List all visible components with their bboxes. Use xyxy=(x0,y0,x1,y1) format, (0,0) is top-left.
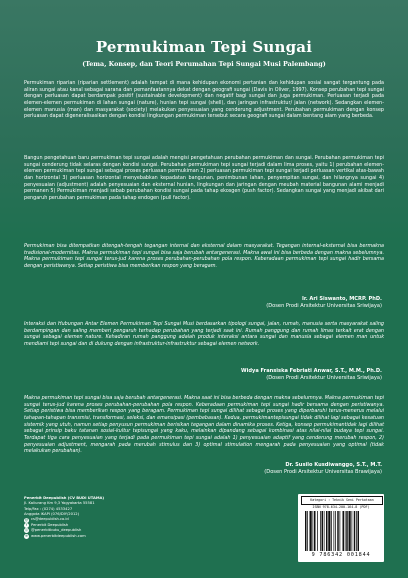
barcode-digits: 9 786342 001844 xyxy=(311,552,371,558)
reviewer-1 xyxy=(266,296,382,310)
review-text-3: Makna permukiman tepi sungai bisa saja berubah antargenerasi. Makna saat ini bisa berbeda dengan makna sebelumnya. Makna permukiman tepi sungai terus-jud karena proses perubahan-perubahan pola respon. Keberadaan permukiman tepi sungai hadir bersama dengan peristiwanya. Setiap peristiwa bisa memberikan respon yang beragam. Permukiman tepi sungai dilihat sebagai proses yang diperbaruhi terus-menerus melalui tahapan-tahapan transmisi, transformasi, seleksi, dan emansipasi (pembebasan). Kedua, permukimantepisungai tidak dilihat lagi sebagai kesatuan sistemik yang utuh, namun setiap penyusun permukiman berisikan tegangan dalam dinamika proses. Ketiga, konsep permukimantidak lagi dilihat sebagai prinsip baku tatanan sosial-kultur tepisungai yang kaku, melainkan dipandang sebagai kombinasi atas nilai-nilai budaya tepi sungai. Terdapat tiga cara penyesuaian yang terjadi pada permukiman tepi sungai adalah 1) penyesuaian adaptif yang cenderung merubah respon, 2) penyesuaian adjustment, mengarah pada merubah stimulus dan 3) optimal stimulation mengarah pada penyesuaian yang optimal (tidak melakukan perubahan). xyxy=(24,395,384,455)
book-title: Permukiman Tepi Sungai xyxy=(95,38,313,56)
reviewer-affiliation: (Dosen Prodi Arsitektur Universitas Brawijaya) xyxy=(264,468,382,475)
publisher-contact-web[interactable] xyxy=(24,534,204,539)
reviewer-3 xyxy=(264,462,382,476)
book-subtitle: (Tema, Konsep, dan Teori Perumahan Tepi Sungai Musi Palembang) xyxy=(82,60,326,68)
isbn-barcode-box xyxy=(298,494,384,562)
contact-text: Penerbit Deepublish xyxy=(31,522,69,527)
facebook-icon: f xyxy=(25,522,28,527)
publisher-info xyxy=(24,496,204,539)
reviewer-affiliation: (Dosen Prodi Arsitektur Universitas Sriwijaya) xyxy=(266,302,382,309)
publisher-membership: Anggota IKAPI (076/DIY/2012) xyxy=(24,512,80,517)
publisher-name: Penerbit Deepublish (CV BUDI UTAMA) xyxy=(24,496,105,500)
reviewer-2 xyxy=(241,368,382,382)
email-icon: @ xyxy=(24,517,29,522)
publisher-address: Jl. Kaliurang Km 9,3 Yogyakarta 55581 xyxy=(24,501,95,506)
reviewer-name: Ir. Ari Siswanto, MCRP. PhD. xyxy=(302,296,382,302)
publisher-phone: Telp/Fax : (0274) 4533427 xyxy=(24,506,73,511)
review-text-1: Permukiman bisa ditempatkan ditengah-tengah tegangan internal dan eksternal dalam masyarakat. Tegangan internal-eksternal bisa bermakna tradisional-modernitas. Makna permukiman tepi sungai bisa saja berubah antargenerasi. Makna awal ini bisa berbeda dengan makna sebelumnya. Makna permukiman tepi sungai terus-jud karena proses perubahan-perubahan pola respon. Keberadaan permukiman tepi sungai hadir bersama dengan peristiwanya. Setiap peristiwa bisa memberikan respon yang beragam. xyxy=(24,243,384,270)
synopsis-paragraph-2: Bangun pengetahuan baru permukiman tepi sungai adalah mengisi pengetahuan perubahan permukiman dan sungai. Perubahan permukiman tepi sungai cenderung tidak selaras dengan kondisi sungai. Perubahan permukiman tepi sungai terjadi dalam lima proses, yaitu 1) perubahan elemen-elemen permukiman tepi sungai sebagai proses perluasan permukiman 2) perluasan permukiman tepi sungai terjadi perluasan vertikal atas-bawah dan horizontal 3) perluasan horizontal menyebabkan kepadatan bangunan, penimbunan lahan, penyempitan sungai, dan hilangnya sungai 4) penyesuaian (adjustment) adalah penyesuaian dan eksternal hunian, lingkungan dan jaringan dengan meubah material bangunan alami menjadi permanen 5) Permukiman menjadi sebab perubahan kondisi sungai pada tahap ekosgen (push factor). Sedangkan sungai yang menjadi akibat dari pengaruh perubahan permukiman pada tahap endogen (pull factor). xyxy=(24,155,384,202)
barcode-icon xyxy=(303,511,379,551)
reviewer-affiliation: (Dosen Prodi Arsitektur Universitas Sriwijaya) xyxy=(266,374,382,381)
contact-text: cs@deepublish.co.id xyxy=(31,517,69,522)
book-category: Kategori : Teknik Seni Perkotaan xyxy=(301,496,383,505)
reviewer-name: Widya Fransiska Febriati Anwar, S.T., M.M., Ph.D. xyxy=(240,368,382,374)
instagram-icon: ◎ xyxy=(25,528,28,533)
review-text-2: Interaksi dan Hubungan Antar Elemen Permukiman Tepi Sungai Musi berdasarkan tipologi sungai, jalan, rumah, manusia serta masyarakat saling berdampingan dan saling memberi pengaruh terhadap perubahan yang terjadi saat ini. Rumah panggung dan rumah limas terkait erat dengan sungai sebagai elemen nature. Kehadiran rumah panggung adalah produk interaksi antara sungai dan manusia sebagai elemen man untuk mendiami tepi sungai dan di dukung dengan infrastruktur-infrastruktur sebagai elemen network. xyxy=(24,321,384,348)
contact-text: @penerbitbuku_deepublish xyxy=(31,528,82,533)
web-icon: ⊕ xyxy=(25,533,28,538)
reviewer-name: Dr. Susilo Kusdiwanggo, S.T., M.T. xyxy=(285,462,382,468)
contact-text: www.penerbitdeepublish.com xyxy=(31,533,86,538)
synopsis-paragraph-1: Permukiman riparian (riparian settlement) adalah tempat di mana kehidupan ekonomi pertanian dan kehidupan sosial sangat tergantung pada aliran sungai atau kanal sebagai sarana dan pemanfaatannya dekat dengan geografi sungai (Davis in Oliver, 1997). Konsep perubahan tepi sungai dengan perluasan dapat berdampak positif (sustainable development) dan negatif bagi sungai dan juga permukiman. Perluasan terjadi pada elemen-elemen permukiman di lahan sungai (nature), hunian tepi sungai (shell), dan jaringan infrastruktur/ jalan (network). Sedangkan elemen-elemen manusia (man) dan masyarakat (society) melakukan penyesuaian yang cenderung adjustment. Perubahan permukiman dengan konsep perluasan dapat digeneralisasikan dengan kondisi lingkungan permukiman tersebut secara geografi sungai dalam bentang alam yang berbeda. xyxy=(24,80,384,120)
isbn-number: ISBN 978-634-200-164-8 (PDF) xyxy=(312,505,370,509)
